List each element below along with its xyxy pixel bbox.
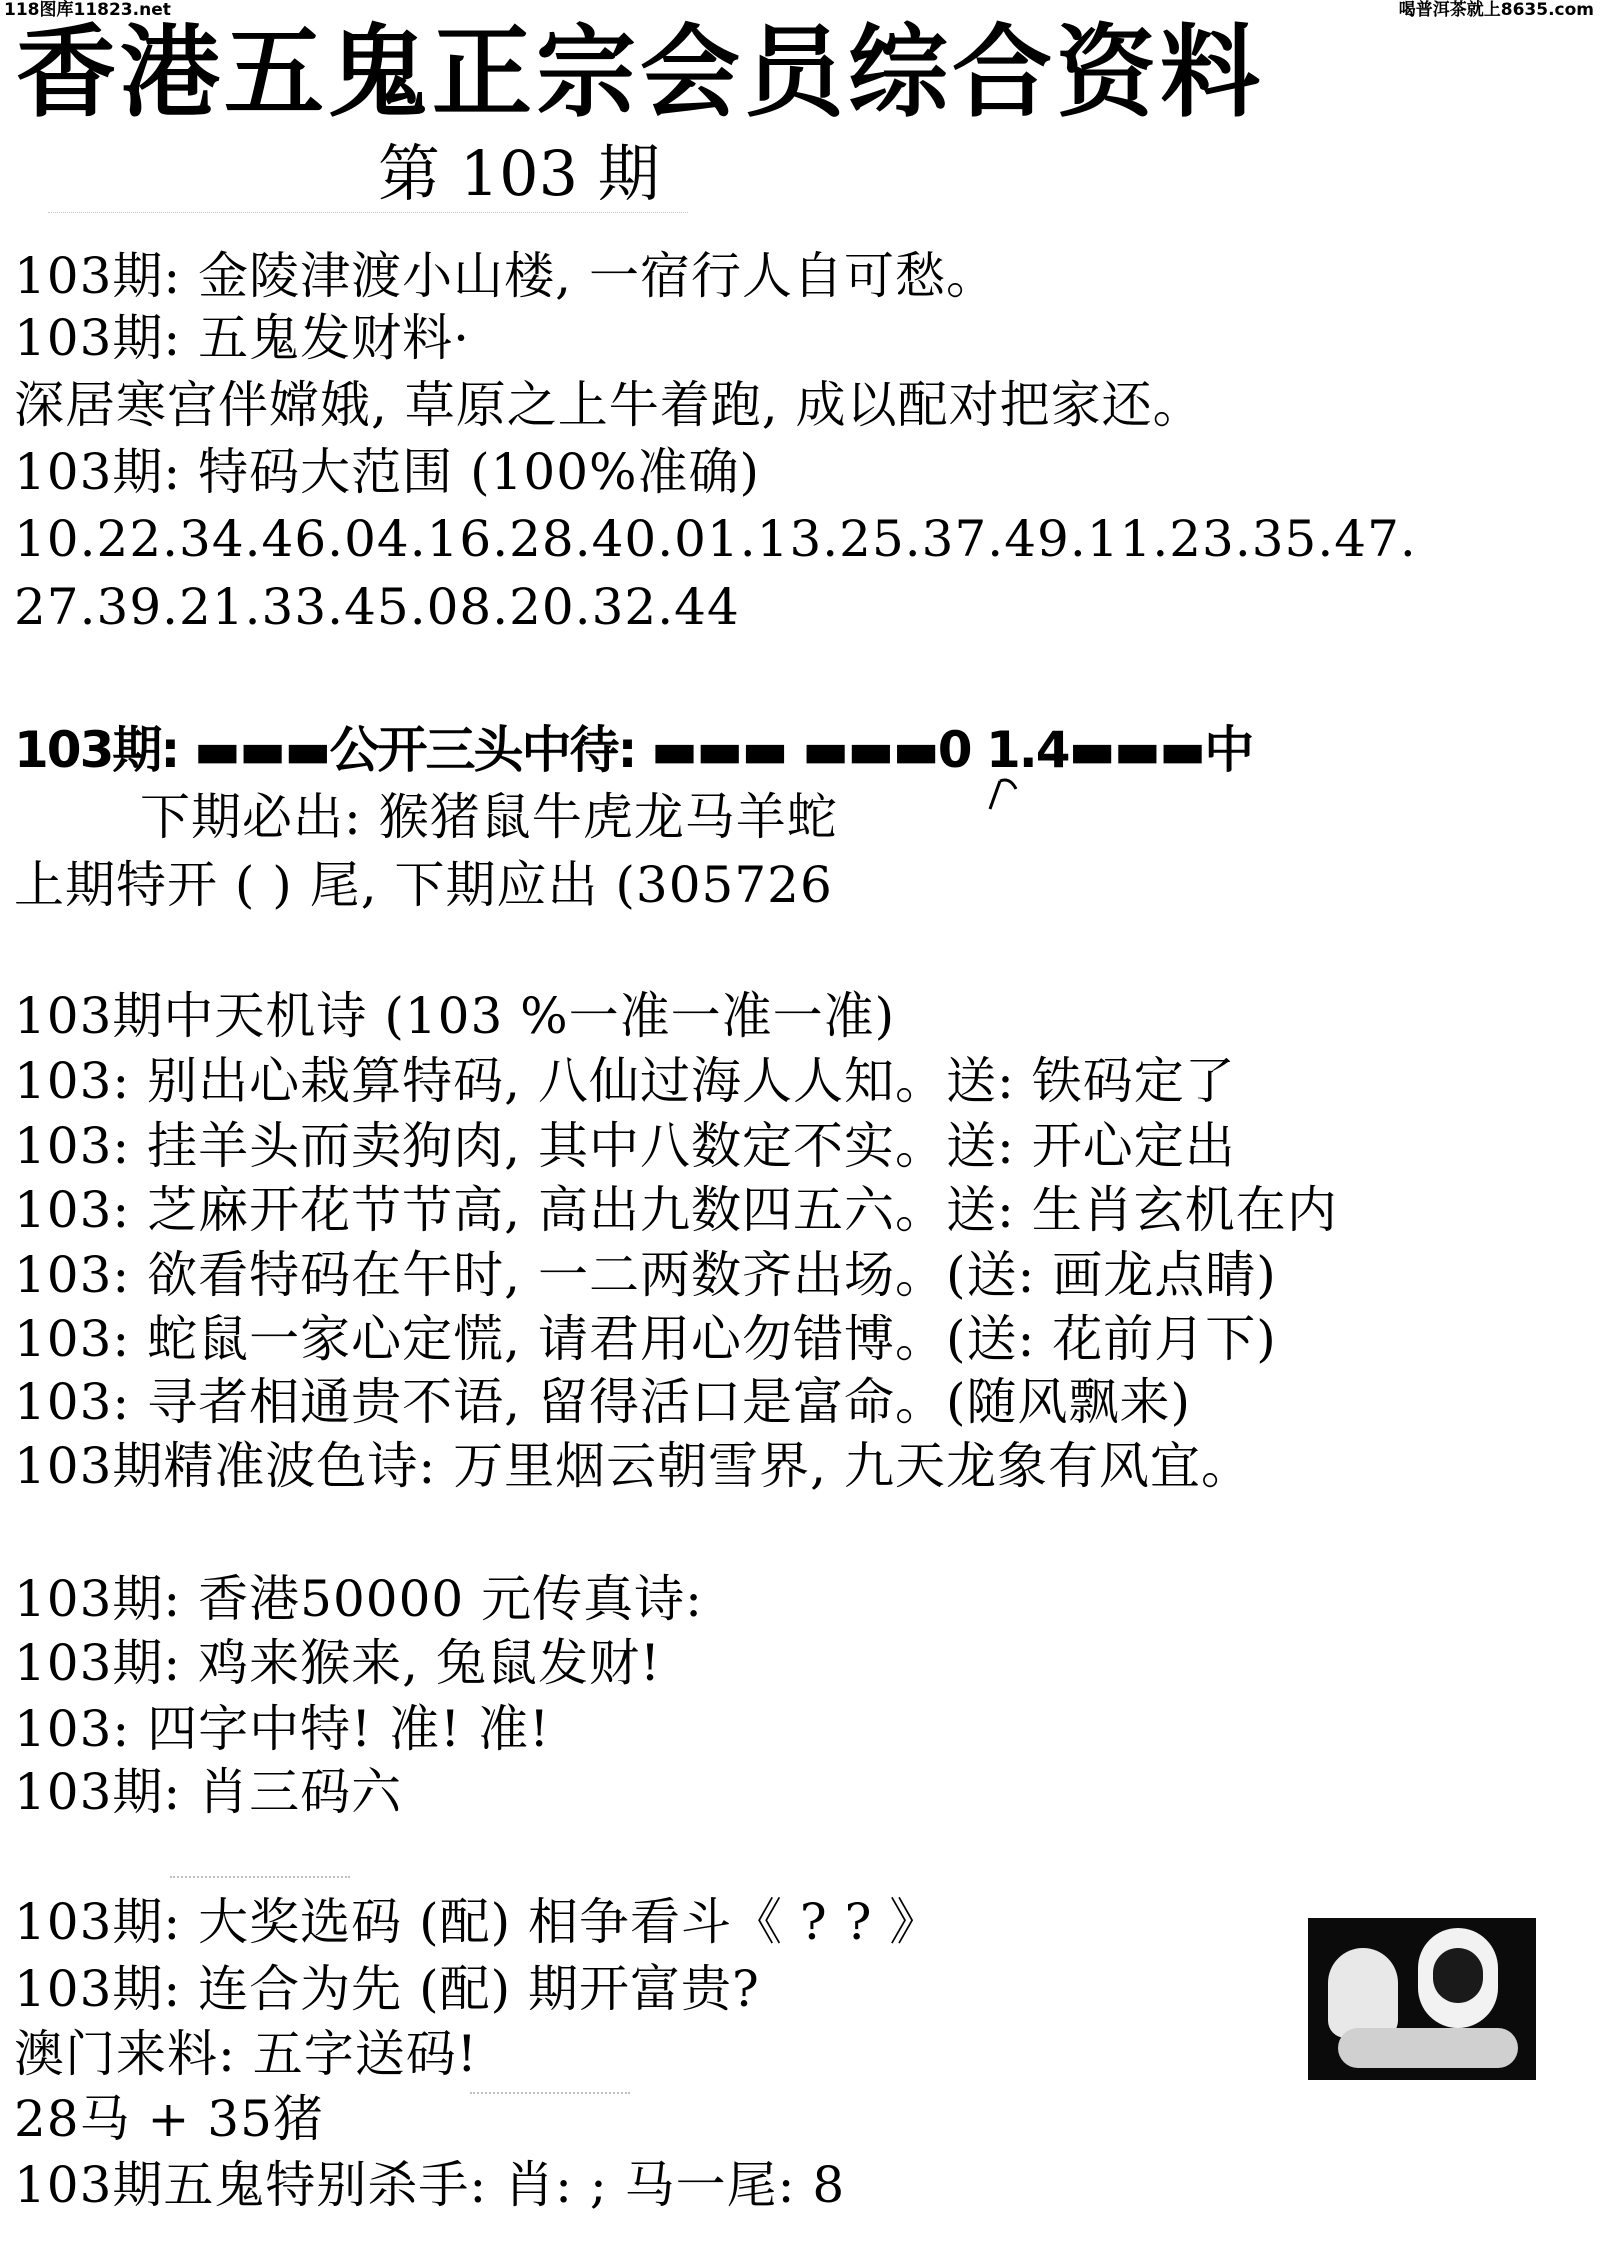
text-line: 103期: ▬▬▬公开三头中待: ▬▬▬ ▬▬▬0 1.4▬▬▬中 (14, 721, 1253, 779)
page-title: 香港五鬼正宗会员综合资料 (16, 14, 1264, 131)
text-line: 103期: 连合为先 (配) 期开富贵? (14, 1960, 760, 2018)
number-line: 27.39.21.33.45.08.20.32.44 (14, 578, 740, 636)
text-line: 103: 挂羊头而卖狗肉, 其中八数定不实。送: 开心定出 (14, 1117, 1236, 1175)
text-line: 103: 蛇鼠一家心定慌, 请君用心勿错博。(送: 花前月下) (14, 1310, 1277, 1368)
pen-scribble-icon (986, 775, 1022, 811)
text-line: 上期特开 ( ) 尾, 下期应出 (305726 (14, 856, 833, 914)
text-line: 下期必出: 猴猪鼠牛虎龙马羊蛇 (140, 788, 838, 846)
issue-number: 第 103 期 (378, 137, 660, 210)
photo-image (1308, 1918, 1536, 2080)
text-line: 103: 芝麻开花节节高, 高出九数四五六。送: 生肖玄机在内 (14, 1181, 1338, 1239)
text-line: 103: 寻者相通贵不语, 留得活口是富命。(随风飘来) (14, 1373, 1191, 1431)
text-line: 103期: 五鬼发财料· (14, 309, 471, 367)
text-line: 103期: 特码大范围 (100%准确) (14, 443, 761, 501)
text-line: 103期: 鸡来猴来, 兔鼠发财! (14, 1634, 662, 1692)
text-line: 103期五鬼特别杀手: 肖: ; 马一尾: 8 (14, 2156, 846, 2214)
text-line: 103期: 金陵津渡小山楼, 一宿行人自可愁。 (14, 247, 997, 305)
text-line: 103期: 肖三码六 (14, 1763, 403, 1821)
text-line: 28马 + 35猪 (14, 2090, 324, 2148)
text-line: 深居寒宫伴嫦娥, 草原之上牛着跑, 成以配对把家还。 (14, 376, 1204, 434)
text-line: 103: 别出心栽算特码, 八仙过海人人知。送: 铁码定了 (14, 1052, 1236, 1110)
text-line: 103期: 大奖选码 (配) 相争看斗《 ? ? 》 (14, 1893, 941, 1951)
divider (470, 2092, 630, 2094)
divider (48, 212, 688, 213)
text-line: 103期: 香港50000 元传真诗: (14, 1570, 703, 1628)
text-line: 103: 四字中特! 准! 准! (14, 1700, 551, 1758)
number-line: 10.22.34.46.04.16.28.40.01.13.25.37.49.11.23.35.47. (14, 510, 1417, 568)
text-line: 103期精准波色诗: 万里烟云朝雪界, 九天龙象有风宜。 (14, 1437, 1252, 1495)
corner-site-left: 118图库11823.net (4, 0, 171, 20)
divider (170, 1876, 350, 1878)
text-line: 澳门来料: 五字送码! (14, 2025, 478, 2083)
corner-site-right: 喝普洱茶就上8635.com (1398, 0, 1594, 20)
text-line: 103期中天机诗 (103 %一准一准一准) (14, 987, 896, 1045)
text-line: 103: 欲看特码在午时, 一二两数齐出场。(送: 画龙点睛) (14, 1246, 1277, 1304)
